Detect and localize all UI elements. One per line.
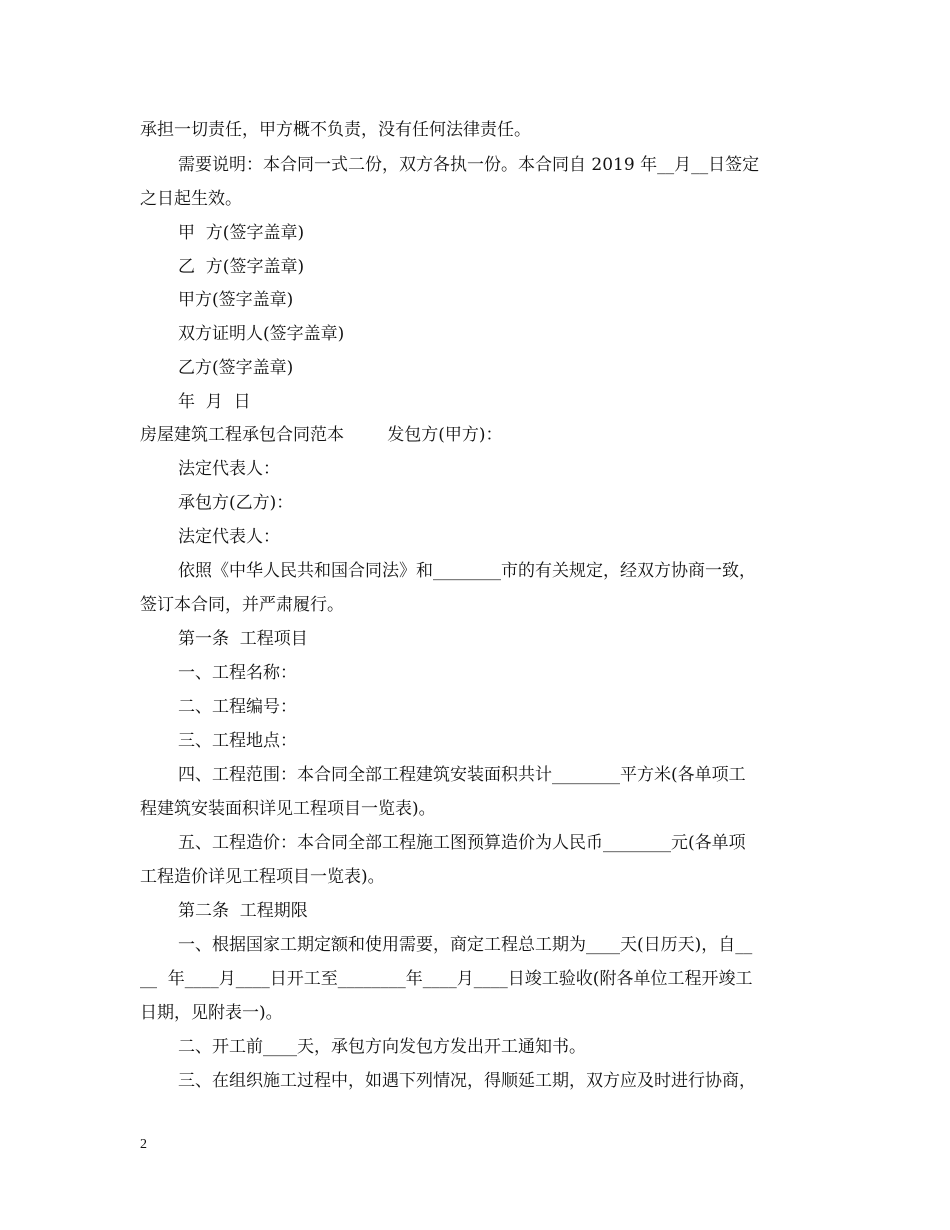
body-line: 三、工程地点： (178, 731, 297, 751)
body-line: 承担一切责任，甲方概不负责，没有任何法律责任。 (140, 120, 531, 140)
signature-line: 甲方(签字盖章) (178, 290, 294, 310)
article-heading: 第二条 工程期限 (178, 901, 308, 921)
body-line: 二、工程编号： (178, 697, 297, 717)
signature-line: 乙 方(签字盖章) (178, 257, 305, 277)
body-line: 日期，见附表一)。 (140, 1003, 283, 1023)
body-line: 法定代表人： (178, 527, 280, 547)
body-line: 依照《中华人民共和国合同法》和________市的有关规定，经双方协商一致， (178, 561, 756, 581)
body-line: 五、工程造价：本合同全部工程施工图预算造价为人民币________元(各单项 (178, 833, 746, 853)
article-heading: 第一条 工程项目 (178, 629, 308, 649)
signature-line: 甲 方(签字盖章) (178, 223, 305, 243)
body-line: 工程造价详见工程项目一览表)。 (140, 867, 385, 887)
body-line: 一、根据国家工期定额和使用需要，商定工程总工期为____天(日历天)，自__ (178, 935, 753, 955)
signature-line: 乙方(签字盖章) (178, 358, 294, 378)
body-line: 二、开工前____天，承包方向发包方发出开工通知书。 (178, 1037, 586, 1057)
page-number: 2 (140, 1137, 147, 1152)
body-line: __ 年____月____日开工至________年____月____日竣工验收(附各单位工程开竣工 (140, 969, 753, 989)
body-line: 四、工程范围：本合同全部工程建筑安装面积共计________平方米(各单项工 (178, 765, 746, 785)
body-line: 一、工程名称： (178, 663, 297, 683)
contract-title: 房屋建筑工程承包合同范本 发包方(甲方)： (140, 425, 503, 445)
body-line: 需要说明：本合同一式二份，双方各执一份。本合同自 2019 年__月__日签定 (178, 155, 760, 175)
body-line: 程建筑安装面积详见工程项目一览表)。 (140, 799, 436, 819)
body-line: 承包方(乙方)： (178, 493, 294, 513)
body-line: 三、在组织施工过程中，如遇下列情况，得顺延工期，双方应及时进行协商， (178, 1071, 756, 1091)
signature-line: 双方证明人(签字盖章) (178, 324, 345, 344)
date-line: 年 月 日 (178, 392, 251, 412)
body-line: 签订本合同，并严肃履行。 (140, 595, 344, 615)
body-line: 法定代表人： (178, 459, 280, 479)
body-line: 之日起生效。 (140, 189, 242, 209)
